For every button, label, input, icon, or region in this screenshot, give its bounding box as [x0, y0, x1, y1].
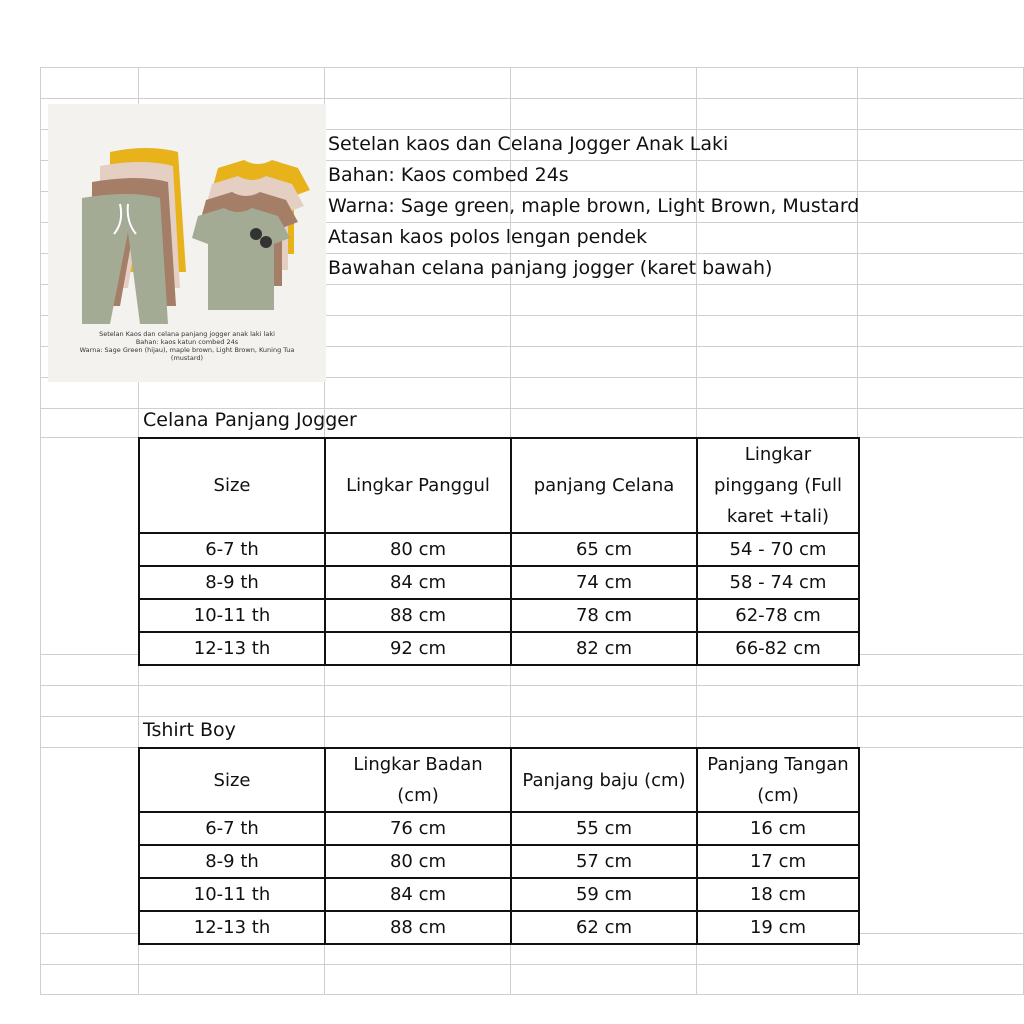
- table-cell: 66-82 cm: [697, 632, 859, 665]
- grid-row-line: [40, 98, 1024, 99]
- table-cell: 84 cm: [325, 566, 511, 599]
- table-row: [139, 911, 859, 944]
- caption-line: Setelan Kaos dan celana panjang jogger anak laki laki: [99, 330, 275, 338]
- size-cell: 10-11 th: [139, 599, 325, 632]
- table-cell: 62-78 cm: [697, 599, 859, 632]
- header-cell: Panjang Tangan (cm): [697, 748, 859, 812]
- header-cell: Size: [139, 748, 325, 812]
- table-header-row: [139, 438, 859, 533]
- product-image: [48, 104, 326, 382]
- table-header-row: [139, 748, 859, 812]
- table-cell: 80 cm: [325, 533, 511, 566]
- table-cell: 58 - 74 cm: [697, 566, 859, 599]
- table-cell: 80 cm: [325, 845, 511, 878]
- table-cell: 88 cm: [325, 911, 511, 944]
- header-cell: Lingkar Badan (cm): [325, 748, 511, 812]
- table-row: [139, 845, 859, 878]
- description-line: Warna: Sage green, maple brown, Light Brown, Mustard: [328, 195, 860, 217]
- table-row: [139, 599, 859, 632]
- table-cell: 18 cm: [697, 878, 859, 911]
- header-cell: panjang Celana: [511, 438, 697, 533]
- jogger-pants-illustration: [82, 148, 186, 324]
- table-cell: 92 cm: [325, 632, 511, 665]
- grid-col-line: [40, 67, 41, 995]
- table-cell: 62 cm: [511, 911, 697, 944]
- description-line: Setelan kaos dan Celana Jogger Anak Laki: [328, 133, 729, 155]
- size-cell: 8-9 th: [139, 566, 325, 599]
- table-row: [139, 566, 859, 599]
- table-cell: 84 cm: [325, 878, 511, 911]
- table-row: [139, 632, 859, 665]
- image-caption: [52, 330, 322, 362]
- header-cell: Lingkar pinggang (Full karet +tali): [697, 438, 859, 533]
- grid-row-line: [40, 964, 1024, 965]
- table-cell: 88 cm: [325, 599, 511, 632]
- table-row: [139, 812, 859, 845]
- caption-line: Bahan: kaos katun combed 24s: [135, 338, 239, 346]
- table-cell: 55 cm: [511, 812, 697, 845]
- header-cell: Size: [139, 438, 325, 533]
- table-cell: 74 cm: [511, 566, 697, 599]
- size-cell: 8-9 th: [139, 845, 325, 878]
- size-cell: 6-7 th: [139, 812, 325, 845]
- description-line: Bawahan celana panjang jogger (karet bawah): [328, 257, 773, 279]
- description-line: Bahan: Kaos combed 24s: [328, 164, 569, 186]
- grid-row-line: [40, 716, 1024, 717]
- size-cell: 10-11 th: [139, 878, 325, 911]
- table-cell: 57 cm: [511, 845, 697, 878]
- table-cell: 59 cm: [511, 878, 697, 911]
- grid-row-line: [40, 994, 1024, 995]
- size-cell: 12-13 th: [139, 632, 325, 665]
- table-row: [139, 878, 859, 911]
- tshirt-size-table: [138, 747, 860, 945]
- jogger-size-table: [138, 437, 860, 666]
- table-cell: 82 cm: [511, 632, 697, 665]
- table-cell: 65 cm: [511, 533, 697, 566]
- table-cell: 16 cm: [697, 812, 859, 845]
- grid-row-line: [40, 685, 1024, 686]
- table-cell: 54 - 70 cm: [697, 533, 859, 566]
- description-line: Atasan kaos polos lengan pendek: [328, 226, 648, 248]
- table-cell: 76 cm: [325, 812, 511, 845]
- table-cell: 17 cm: [697, 845, 859, 878]
- tshirt-table-title: Tshirt Boy: [143, 719, 236, 741]
- caption-line: (mustard): [170, 354, 204, 362]
- table-cell: 19 cm: [697, 911, 859, 944]
- table-cell: 78 cm: [511, 599, 697, 632]
- grid-row-line: [40, 67, 1024, 68]
- tshirt-illustration: [192, 160, 310, 310]
- header-cell: Lingkar Panggul: [325, 438, 511, 533]
- jogger-table-title: Celana Panjang Jogger: [143, 409, 357, 431]
- size-cell: 6-7 th: [139, 533, 325, 566]
- header-cell: Panjang baju (cm): [511, 748, 697, 812]
- caption-line: Warna: Sage Green (hijau), maple brown, Light Brown, Kuning Tua: [79, 346, 295, 354]
- table-row: [139, 533, 859, 566]
- size-cell: 12-13 th: [139, 911, 325, 944]
